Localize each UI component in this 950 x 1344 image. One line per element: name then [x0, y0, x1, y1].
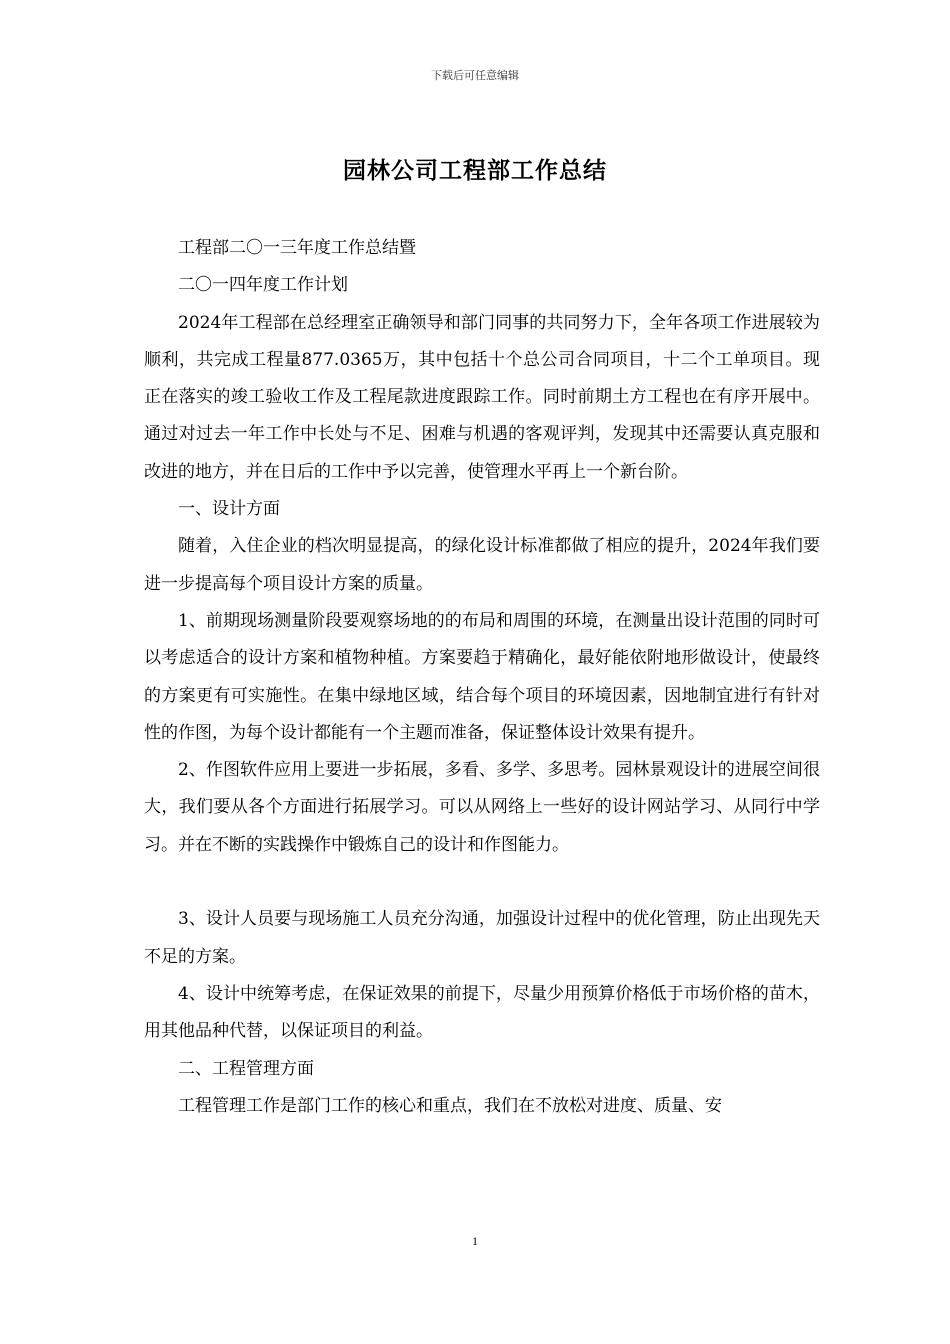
- document-body: [144, 230, 820, 1125]
- paragraph-subtitle-line-1: 工程部二〇一三年度工作总结暨: [178, 238, 416, 258]
- paragraph-design-item-1: 1、前期现场测量阶段要观察场地的的布局和周围的环境，在测量出设计范围的同时可以考虑适合的设计方案和植物种植。方案要趋于精确化，最好能依附地形做设计，使最终的方案更有可实施性。在集中绿地区域，结合每个项目的环境因素，因地制宜进行有针对性的作图，为每个设计都能有一个主题而准备，保证整体设计效果有提升。: [144, 610, 820, 743]
- section-heading-design: 一、设计方面: [178, 499, 280, 520]
- paragraph-design-item-3: 3、设计人员要与现场施工人员充分沟通，加强设计过程中的优化管理，防止出现先天不足的方案。: [144, 909, 820, 967]
- paragraph-design-overview: 随着，入住企业的档次明显提高，的绿化设计标准都做了相应的提升，2024年我们要进一步提高每个项目设计方案的质量。: [144, 536, 820, 594]
- section-heading-engineering: 二、工程管理方面: [178, 1058, 314, 1079]
- page-number: 1: [472, 1234, 478, 1248]
- paragraph-subtitle-line-2: 二〇一四年度工作计划: [178, 275, 348, 296]
- paragraph-design-item-2: 2、作图软件应用上要进一步拓展，多看、多学、多思考。园林景观设计的进展空间很大，我们要从各个方面进行拓展学习。可以从网络上一些好的设计网站学习、从同行中学习。并在不断的实践操作中锻炼自己的设计和作图能力。: [144, 760, 820, 855]
- document-title: 园林公司工程部工作总结: [343, 158, 607, 184]
- header-note: 下载后可任意编辑: [431, 69, 519, 82]
- paragraph-engineering-intro: 工程管理工作是部门工作的核心和重点，我们在不放松对进度、质量、安: [178, 1095, 722, 1116]
- paragraph-design-item-4: 4、设计中统筹考虑，在保证效果的前提下，尽量少用预算价格低于市场价格的苗木，用其他品种代替，以保证项目的利益。: [144, 983, 820, 1042]
- paragraph-intro: 2024年工程部在总经理室正确领导和部门同事的共同努力下，全年各项工作进展较为顺利，共完成工程量877.0365万，其中包括十个总公司合同项目，十二个工单项目。现正在落实的竣工验收工作及工程尾款进度跟踪工作。同时前期土方工程也在有序开展中。通过对过去一年工作中长处与不足、困难与机遇的客观评判，发现其中还需要认真克服和改进的地方，并在日后的工作中予以完善，使管理水平再上一个新台阶。: [144, 312, 820, 482]
